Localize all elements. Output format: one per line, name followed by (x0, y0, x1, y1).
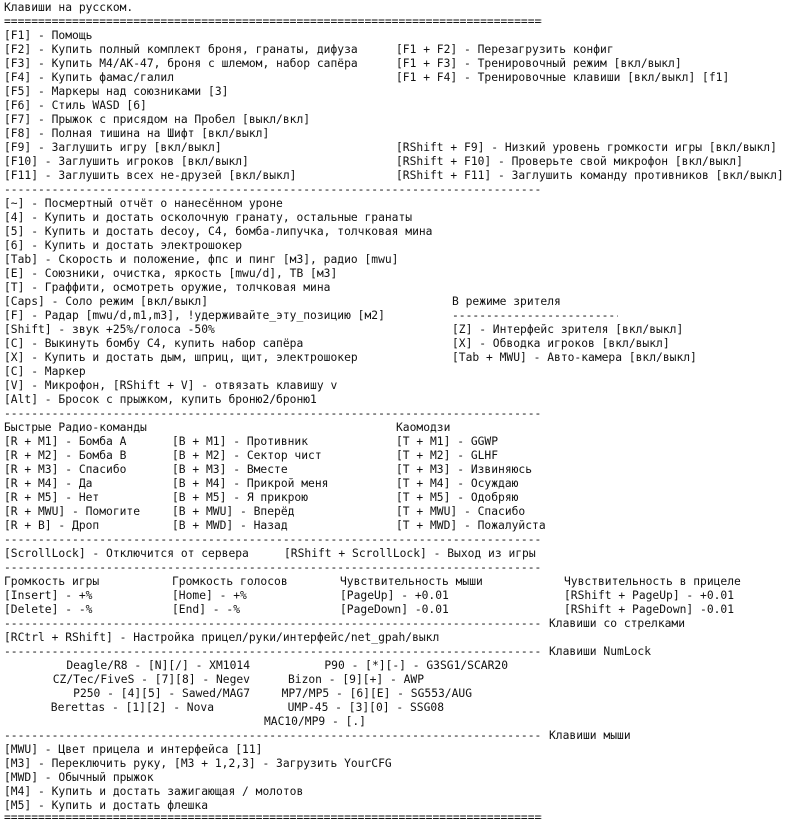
volume-header: Чувствительность мыши (340, 575, 483, 588)
volume-item: [RShift + PageUp] - +0.01 (564, 589, 735, 602)
separator-dashes (4, 617, 542, 631)
numlock-item: CZ/Tec/FiveS - [7][8] - Negev (52, 673, 250, 686)
bind-line: [C] - Маркер (4, 365, 86, 378)
bind-line: [5] - Купить и достать decoy, C4, бомба-липучка, толчковая мина (4, 225, 433, 238)
bind-line: [RCtrl + RShift] - Настройка прицел/руки/интерфейс/net_gpah/выкл (4, 631, 440, 644)
bind-line: [F1 + F4] - Тренировочные клавиши [вкл/выкл] [f1] (396, 71, 730, 84)
scrolllock-disconnect: [ScrollLock] - Отключится от сервера (4, 547, 249, 560)
bind-line: [Shift] - звук +25%/голоса -50% (4, 323, 215, 336)
numlock-item: Berettas - [1][2] - Nova (50, 701, 214, 714)
bind-line: [F1 + F2] - Перезагрузить конфиг (396, 43, 614, 56)
separator-dashed (4, 407, 542, 421)
bind-line: [M5] - Купить и достать флешка (4, 799, 209, 812)
bind-line: [F6] - Стиль WASD [6] (4, 99, 147, 112)
kaomoji-item: [T + M4] - Осуждаю (396, 477, 519, 490)
bind-line: [6] - Купить и достать электрошокер (4, 239, 243, 252)
volume-item: [Insert] - +% (4, 589, 93, 602)
kaomoji-item: [T + M3] - Извиняюсь (396, 463, 533, 476)
separator-dashed (4, 533, 542, 547)
bind-line: [F1 + F3] - Тренировочный режим [вкл/выкл] (396, 57, 682, 70)
bind-line: [RShift + F11] - Заглушить команду противников [вкл/выкл] (396, 169, 784, 182)
arrows-section-label: Клавиши со стрелками (549, 617, 686, 630)
separator-dashed (4, 183, 542, 197)
radio-item: [R + M3] - Спасибо (4, 463, 127, 476)
mouse-section-separator (4, 729, 631, 743)
numlock-item: P90 - [*][-] - G3SG1/SCAR20 (324, 659, 508, 672)
radio-item: [R + M1] - Бомба А (4, 435, 127, 448)
volume-item: [Home] - +% (172, 589, 247, 602)
kaomoji-item: [T + MWU] - Спасибо (396, 505, 526, 518)
bind-line: [T] - Граффити, осмотреть оружие, толчковая мина (4, 281, 331, 294)
volume-item: [End] - -% (172, 603, 241, 616)
radio-item: [R + M4] - Да (4, 477, 93, 490)
volume-header: Чувствительность в прицеле (564, 575, 741, 588)
bind-line: [F5] - Маркеры над союзниками [3] (4, 85, 229, 98)
bind-line: [F2] - Купить полный комплект броня, гранаты, дифуза (4, 43, 358, 56)
bind-line: [E] - Союзники, очистка, яркость [mwu/d], ТВ [м3] (4, 267, 338, 280)
kaomoji-item: [T + M2] - GLHF (396, 449, 499, 462)
mouse-section-label: Клавиши мыши (549, 729, 631, 742)
volume-header: Громкость голосов (172, 575, 288, 588)
bind-line: [F1] - Помощь (4, 29, 93, 42)
radio-item: [B + M2] - Сектор чист (172, 449, 322, 462)
bind-line: [F11] - Заглушить всех не-друзей [вкл/выкл] (4, 169, 297, 182)
kaomoji-heading: Каомодзи (396, 421, 451, 434)
radio-item: [B + M1] - Противник (172, 435, 309, 448)
bind-line: [F8] - Полная тишина на Шифт [вкл/выкл] (4, 127, 270, 140)
radio-item: [B + M5] - Я прикрою (172, 491, 309, 504)
radio-item: [B + M4] - Прикрой меня (172, 477, 329, 490)
radio-item: [R + M5] - Нет (4, 491, 100, 504)
radio-item: [B + M3] - Вместе (172, 463, 288, 476)
bind-line: [F] - Радар [mwu/d,m1,m3], !удерживайте_эту_позицию [м2] (4, 309, 385, 322)
volume-header: Громкость игры (4, 575, 100, 588)
radio-heading: Быстрые Радио-команды (4, 421, 147, 434)
bind-line: [F9] - Заглушить игру [вкл/выкл] (4, 141, 222, 154)
separator-dashes (4, 645, 542, 659)
bind-line: [4] - Купить и достать осколочную гранату, остальные гранаты (4, 211, 413, 224)
bind-line: [M4] - Купить и достать зажигающая / молотов (4, 785, 304, 798)
bind-line: [Caps] - Соло режим [вкл/выкл] (4, 295, 209, 308)
numlock-item: Bizon - [9][+] - AWP (287, 673, 424, 686)
separator-dashes (4, 729, 542, 743)
bind-line: [~] - Посмертный отчёт о нанесённом уроне (4, 197, 283, 210)
numlock-item: Deagle/R8 - [N][/] - XM1014 (66, 659, 250, 672)
spectator-item: [X] - Обводка игроков [вкл/выкл] (452, 337, 670, 350)
numlock-item: UMP-45 - [3][0] - SSG08 (287, 701, 444, 714)
numlock-item: P250 - [4][5] - Sawed/MAG7 (73, 687, 250, 700)
arrows-section-separator (4, 617, 685, 631)
bind-line: [RShift + F10] - Проверьте свой микрофон [вкл/выкл] (396, 155, 743, 168)
kaomoji-item: [T + M1] - GGWP (396, 435, 499, 448)
spectator-underline (452, 309, 618, 323)
bind-line: [MWD] - Обычный прыжок (4, 771, 154, 784)
kaomoji-item: [T + MWD] - Пожалуйста (396, 519, 546, 532)
volume-item: [Delete] - -% (4, 603, 93, 616)
bind-line: [Tab] - Скорость и положение, фпс и пинг [м3], радио [mwu] (4, 253, 399, 266)
document-title: Клавиши на русском. (4, 1, 134, 14)
bind-line: [Alt] - Бросок с прыжком, купить броню2/броню1 (4, 393, 317, 406)
radio-item: [R + MWU] - Помогите (4, 505, 141, 518)
bind-line: [C] - Выкинуть бомбу C4, купить набор сапёра (4, 337, 304, 350)
spectator-item: [Tab + MWU] - Авто-камера [вкл/выкл] (452, 351, 697, 364)
volume-item: [PageUp] - +0.01 (340, 589, 449, 602)
bind-line: [F3] - Купить M4/AK-47, броня с шлемом, набор сапёра (4, 57, 358, 70)
numlock-item: MAC10/MP9 - [.] (263, 715, 366, 728)
radio-item: [B + MWD] - Назад (172, 519, 288, 532)
radio-item: [R + B] - Дроп (4, 519, 100, 532)
bind-line: [M3] - Переключить руку, [M3 + 1,2,3] - Загрузить YourCFG (4, 757, 392, 770)
numlock-section-label: Клавиши NumLock (549, 645, 652, 658)
separator-double (4, 811, 542, 825)
bind-line: [V] - Микрофон, [RShift + V] - отвязать клавишу v (4, 379, 338, 392)
bind-line: [RShift + F9] - Низкий уровень громкости игры [вкл/выкл] (396, 141, 777, 154)
radio-item: [R + M2] - Бомба B (4, 449, 127, 462)
spectator-item: [Z] - Интерфейс зрителя [вкл/выкл] (452, 323, 684, 336)
separator-double (4, 15, 542, 29)
bind-line: [X] - Купить и достать дым, шприц, щит, электрошокер (4, 351, 358, 364)
bind-line: [F4] - Купить фамас/галил (4, 71, 175, 84)
bind-line: [F7] - Прыжок с присядом на Пробел [выкл/вкл] (4, 113, 311, 126)
numlock-section-separator (4, 645, 651, 659)
spectator-heading: В режиме зрителя (452, 295, 561, 308)
radio-item: [B + MWU] - Вперёд (172, 505, 295, 518)
volume-item: [RShift + PageDown] -0.01 (564, 603, 735, 616)
volume-item: [PageDown] -0.01 (340, 603, 449, 616)
bind-line: [F10] - Заглушить игроков [вкл/выкл] (4, 155, 249, 168)
separator-dashed (4, 561, 542, 575)
scrolllock-quit: [RShift + ScrollLock] - Выход из игры (284, 547, 536, 560)
kaomoji-item: [T + M5] - Одобряю (396, 491, 519, 504)
numlock-item: MP7/MP5 - [6][E] - SG553/AUG (281, 687, 472, 700)
bind-line: [MWU] - Цвет прицела и интерфейса [11] (4, 743, 263, 756)
